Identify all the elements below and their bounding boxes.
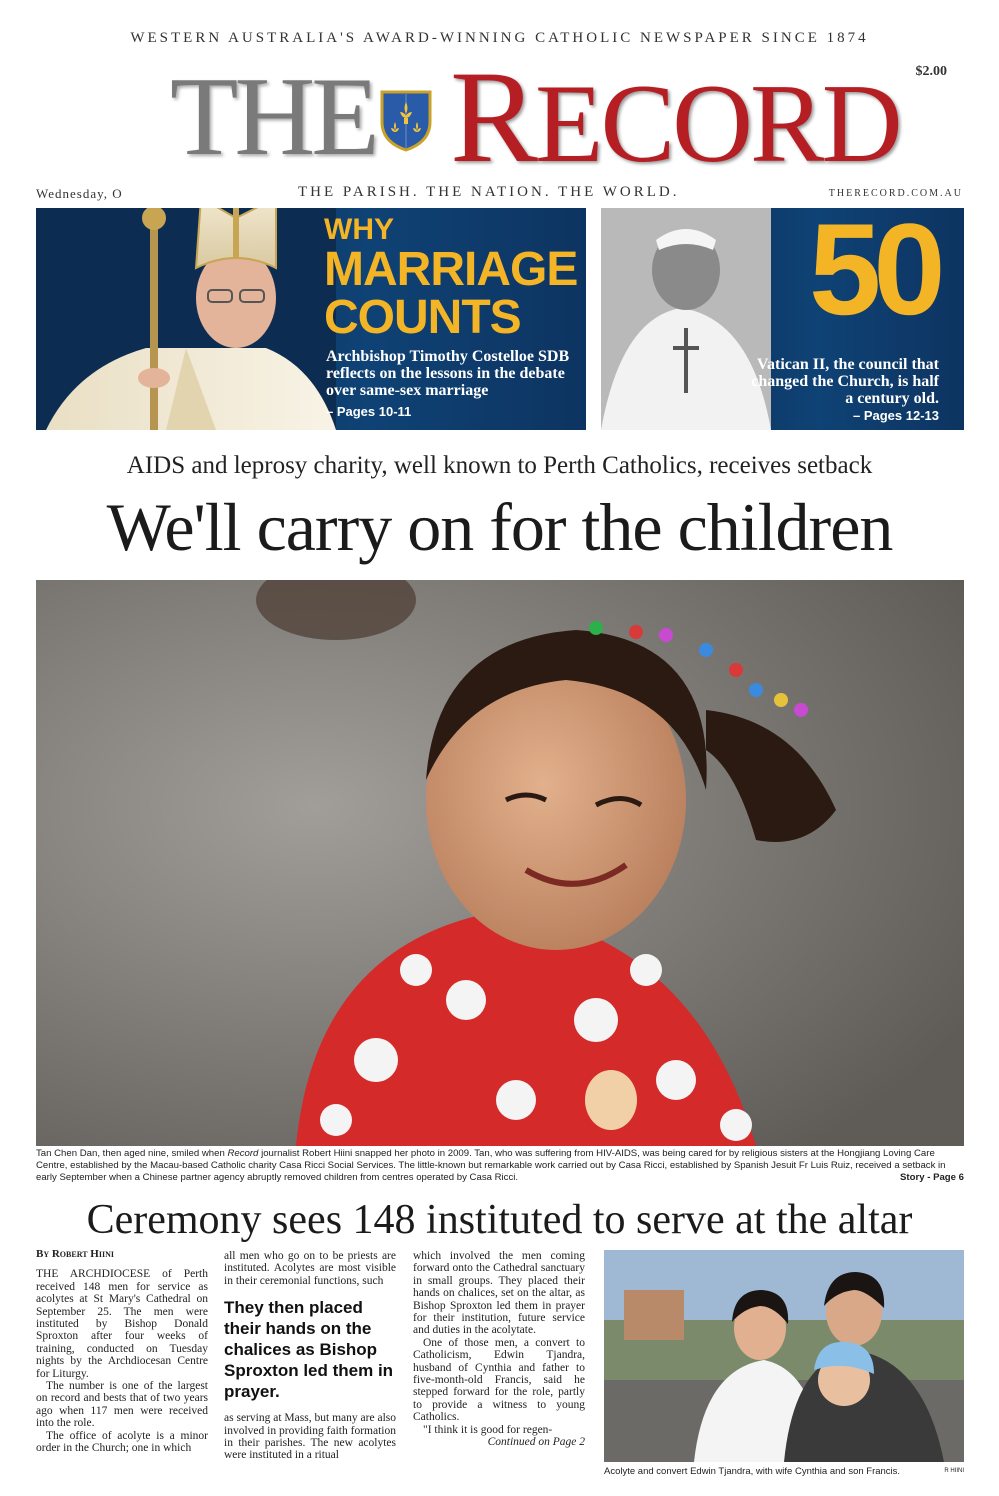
masthead-the: THE xyxy=(170,55,376,179)
second-headline[interactable]: Ceremony sees 148 instituted to serve at the altar xyxy=(86,1197,913,1243)
promo-marriage-pages: – Pages 10-11 xyxy=(326,404,412,419)
acolyte-family-photo xyxy=(604,1250,964,1496)
article-column-3: which involved the men coming forward onto the Cathedral sanctuary in small groups. They placed their hands on chalices, set on the altar, as Bishop Sproxton led them in prayer for their institution, future service and duties in the acolytate. One of those men, a convert to Catholicism, Edwin Tjandra, husband of Cynthia and father to five-month-old Francis, said he stepped forward for the role, partly to provide a witness to young Catholics. "I think it is good for regen- Continued on Page 2 xyxy=(413,1250,585,1449)
website-link[interactable]: THERECORD.COM.AU xyxy=(828,188,963,199)
pope-photo xyxy=(601,208,771,430)
lead-photo-caption: Tan Chen Dan, then aged nine, smiled when Record journalist Robert Hiini snapped her photo in 2009. Tan, who was suffering from HIV-AIDS, was being cared for by religious sisters at the Hongjiang Loving Care Centre, established by the Macau-based Catholic charity Casa Ricci Social Services. The little-known but remarkable work carried out by Casa Ricci, established by Spanish Jesuit Fr Luis Ruiz, received a setback in early September when a Chinese partner agency abruptly removed children from centres operated by Casa Ricci. Story - Page 6 xyxy=(36,1148,964,1183)
lead-photo xyxy=(36,580,964,1146)
continued-link[interactable]: Continued on Page 2 xyxy=(487,1436,585,1449)
article-column-1: By Robert Hiini THE ARCHDIOCESE of Perth received 148 men for service as acolytes at St Mary's Cathedral on September 25. The men were instituted by Bishop Donald Sproxton after four weeks of training, conducted on Tuesday nights by the Archdiocesan Centre for Liturgy. The number is one of the largest on record and bests that of two years ago when 117 men were received into the role. The office of acolyte is a minor order in the Church; one in which xyxy=(36,1248,208,1455)
masthead-record: RECORD xyxy=(450,43,900,190)
child-portrait-illustration xyxy=(36,580,964,1146)
promo-marriage[interactable] xyxy=(36,208,586,430)
article-column-2: all men who go on to be priests are instituted. Acolytes are most visible in their ceremonial functions, such They then placed their hands on the chalices as Bishop Sproxton led them in prayer. as serving at Mass, but many are also involved in providing faith formation in their parishes. The new acolytes were instituted in a ritual xyxy=(224,1250,396,1462)
masthead-motto: THE PARISH. THE NATION. THE WORLD. xyxy=(298,184,680,200)
byline: By Robert Hiini xyxy=(36,1248,114,1260)
promo-vatican[interactable] xyxy=(601,208,964,430)
masthead-tagline: WESTERN AUSTRALIA'S AWARD-WINNING CATHOLIC NEWSPAPER SINCE 1874 $2.00 xyxy=(130,30,947,79)
family-photo-illustration xyxy=(604,1250,964,1462)
promo-vatican-pages: – Pages 12-13 xyxy=(852,408,939,423)
lead-headline[interactable]: We'll carry on for the children xyxy=(106,489,893,565)
fleur-de-lis-shield-icon xyxy=(378,88,434,152)
promo-marriage-heading: WHY MARRIAGE COUNTS xyxy=(324,213,578,344)
photo-credit: R HIINI xyxy=(944,1468,964,1474)
archbishop-photo xyxy=(36,208,336,430)
family-photo-caption: Acolyte and convert Edwin Tjandra, with wife Cynthia and son Francis. R HIINI xyxy=(604,1466,964,1477)
lead-kicker: AIDS and leprosy charity, well known to Perth Catholics, receives setback xyxy=(126,452,873,479)
promo-vatican-number: 50 xyxy=(809,208,938,342)
story-page-link[interactable]: Story - Page 6 xyxy=(900,1172,964,1183)
promo-vatican-description: Vatican II, the council that changed the Church, is half a century old. – Pages 12-13 xyxy=(749,356,939,424)
promo-marriage-description: Archbishop Timothy Costelloe SDB reflects on the lessons in the debate over same-sex marriage – Pages 10-11 xyxy=(326,348,581,420)
issue-date: Wednesday, O xyxy=(36,186,123,201)
price-label: $2.00 xyxy=(915,64,947,79)
pull-quote: They then placed their hands on the chalices as Bishop Sproxton led them in prayer. xyxy=(224,1298,394,1402)
